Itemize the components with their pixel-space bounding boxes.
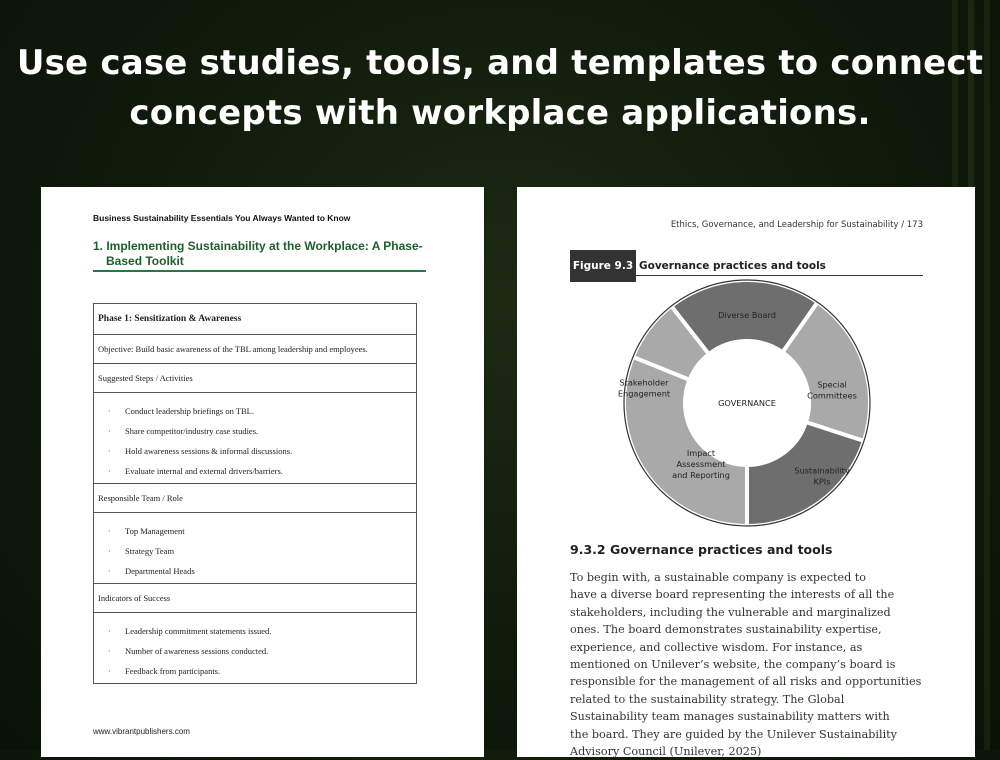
headline-line-1: Use case studies, tools, and templates to connect [16,43,984,83]
list-item [108,521,412,541]
list-item [108,401,412,421]
footer-url: www.vibrantpublishers.com [93,727,190,736]
body-line: experience, and collective wisdom. For instance, as [570,640,863,654]
bullet: · [108,646,111,656]
body-line: related to the sustainability strategy. The Global [570,692,845,706]
body-line: the board. They are guided by the Unilever Sustainability [570,727,897,741]
donut-segment-label: Special Committees [807,379,857,401]
list-item [108,621,412,641]
phase-header: Phase 1: Sensitization & Awareness [94,304,416,335]
indicator-text: Feedback from participants. [125,666,221,676]
team-text: Top Management [125,526,185,536]
figure-label: Figure 9.3 [570,250,636,282]
objective-row: Objective: Build basic awareness of the TBL among leadership and employees. [94,335,416,364]
running-head: Business Sustainability Essentials You Always Wanted to Know [93,213,351,223]
steps-header: Suggested Steps / Activities [94,364,416,393]
bullet: · [108,406,111,416]
bullet: · [108,546,111,556]
donut-segment-label: Stakeholder Engagement [617,377,671,399]
steps-list [94,393,416,484]
step-text: Conduct leadership briefings on TBL. [125,406,254,416]
figure-rule [636,275,923,276]
list-item [108,461,412,481]
bullet: · [108,426,111,436]
donut-segment-label: Diverse Board [718,310,776,320]
bullet: · [108,626,111,636]
section-title-line-1: 1. Implementing Sustainability at the Workplace: A Phase- [93,239,423,253]
step-text: Evaluate internal and external drivers/barriers. [125,466,283,476]
list-item [108,541,412,561]
indicator-text: Number of awareness sessions conducted. [125,646,269,656]
title-rule [93,270,426,272]
bullet: · [108,666,111,676]
donut-segment-label: Impact Assessment and Reporting [672,448,730,480]
indicators-list [94,613,416,683]
body-line: ones. The board demonstrates sustainability expertise, [570,623,882,637]
section-title [93,239,433,269]
right-page [517,187,975,757]
team-header: Responsible Team / Role [94,484,416,513]
section-title-line-2: Based Toolkit [106,254,184,268]
donut-center-label: GOVERNANCE [718,398,776,408]
body-line: mentioned on Unilever’s website, the company’s board is [570,658,896,672]
list-item [108,441,412,461]
step-text: Share competitor/industry case studies. [125,426,259,436]
subheading: 9.3.2 Governance practices and tools [570,542,833,557]
headline-line-2: concepts with workplace applications. [129,93,871,133]
bullet: · [108,446,111,456]
team-text: Departmental Heads [125,566,195,576]
list-item [108,561,412,581]
list-item [108,641,412,661]
step-text: Hold awareness sessions & informal discussions. [125,446,293,456]
list-item [108,421,412,441]
bullet: · [108,466,111,476]
body-line: stakeholders, including the vulnerable and marginalized [570,605,891,619]
body-line: Sustainability team manages sustainability matters with [570,710,890,724]
donut-segment-label: Sustainability KPIs [794,465,850,487]
running-head: Ethics, Governance, and Leadership for Sustainability / 173 [670,220,923,230]
team-list [94,513,416,584]
bullet: · [108,566,111,576]
indicators-header: Indicators of Success [94,584,416,613]
figure-caption: Governance practices and tools [639,260,826,272]
body-line: responsible for the management of all risks and opportunities [570,675,922,689]
list-item [108,661,412,681]
left-page [41,187,484,757]
body-paragraph [570,569,940,760]
governance-donut-diagram [617,285,877,535]
body-line: have a diverse board representing the interests of all the [570,588,895,602]
toolkit-table [93,303,417,684]
team-text: Strategy Team [125,546,175,556]
headline [0,38,1000,138]
indicator-text: Leadership commitment statements issued. [125,626,272,636]
body-line: To begin with, a sustainable company is expected to [570,571,867,584]
body-line: Advisory Council (Unilever, 2025) [570,745,762,759]
bullet: · [108,526,111,536]
